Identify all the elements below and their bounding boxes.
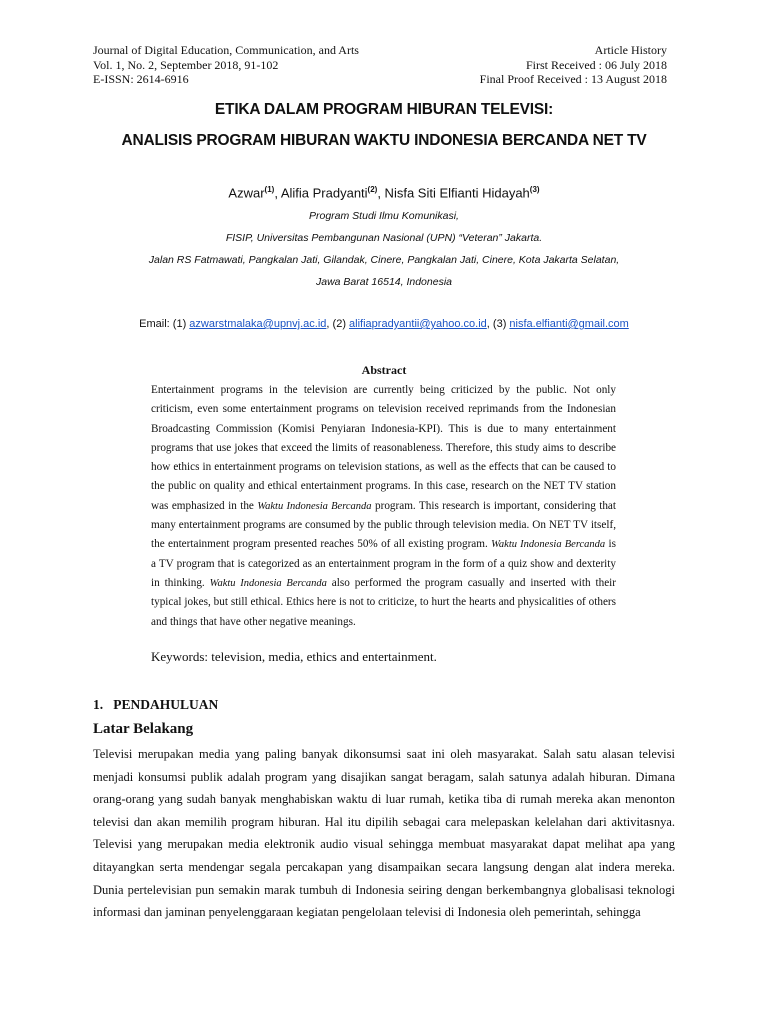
program-name: Waktu Indonesia Bercanda	[257, 500, 372, 512]
email-link-3[interactable]: nisfa.elfianti@gmail.com	[509, 318, 629, 330]
author-affiliation-mark: (2)	[367, 185, 378, 194]
affiliation-line: Jalan RS Fatmawati, Pangkalan Jati, Gilandak, Cinere, Pangkalan Jati, Cinere, Kota Jakarta Selatan,	[148, 254, 620, 266]
journal-issn: E-ISSN: 2614-6916	[93, 72, 189, 86]
journal-name: Journal of Digital Education, Communication, and Arts	[93, 43, 359, 57]
author-name: , Nisfa Siti Elfianti Hidayah	[377, 185, 530, 201]
paper-title-line-1: ETIKA DALAM PROGRAM HIBURAN TELEVISI:	[214, 101, 554, 118]
article-history-label: Article History	[594, 43, 667, 57]
keywords: Keywords: television, media, ethics and entertainment.	[151, 649, 437, 664]
abstract-text-part: Entertainment programs in the television are currently being criticized by the public. Not only criticism, even some entertainment programs on television received reprimands from the Indonesian Broadcasting Commission (Komisi Penyiaran Indonesia-KPI). This is due to many entertainment programs that use jokes that exceed the limits of reasonableness. Therefore, this study aims to describe how ethics in entertainment programs on television stations, as well as the effects that can be caused to the public on quality and ethical entertainment programs. In this case, research on the NET TV station was emphasized in the	[151, 384, 616, 512]
body-paragraph: Televisi merupakan media yang paling banyak dikonsumsi saat ini oleh masyarakat. Salah satu alasan televisi menjadi konsumsi publik adalah program yang disajikan sangat beragam, salah satunya adalah hiburan. Dimana orang-orang yang sudah banyak menghabiskan waktu di luar rumah, ketika tiba di rumah mereka akan menonton televisi dan akan memilih program hiburan. Hal itu dipilih sebagai cara melepaskan kelelahan dari aktivitasnya. Televisi yang merupakan media elektronik audio visual sehingga membuat masyarakat dapat melihat apa yang ditayangkan serta mendengar segala percakapan yang disampaikan secara langsung dengan alat indera mereka. Dunia pertelevisian pun semakin marak tumbuh di Indonesia seiring dengan berkembangnya globalisasi teknologi informasi dan jaminan penyelenggaraan kegiatan pengelolaan televisi di Indonesia oleh pemerintah, sehingga	[93, 747, 675, 920]
author-name: , Alifia Pradyanti	[274, 185, 368, 201]
author-affiliation-mark: (1)	[264, 185, 275, 194]
email-label: Email: (1)	[139, 318, 190, 330]
email-link-2[interactable]: alifiapradyantii@yahoo.co.id	[349, 318, 487, 330]
affiliation-line: Jawa Barat 16514, Indonesia	[315, 276, 452, 288]
journal-volume: Vol. 1, No. 2, September 2018, 91-102	[93, 57, 279, 72]
abstract-heading: Abstract	[361, 363, 407, 377]
abstract-text-part: program. This research is important, considering that many entertainment programs are consumed by the public through television media. On NET TV itself, the entertainment program presented reaches 50% of all existing program.	[151, 499, 616, 551]
program-name: Waktu Indonesia Bercanda	[209, 577, 327, 589]
final-proof-received: Final Proof Received : 13 August 2018	[479, 72, 667, 86]
email-link-1[interactable]: azwarstmalaka@upnvj.ac.id	[189, 318, 327, 330]
journal-header	[93, 43, 667, 87]
author-affiliation-mark: (3)	[529, 185, 540, 194]
abstract-text-part: also performed the program casually and inserted with their typical jokes, but still ethical. Ethics here is not to criticize, to hurt the hearts and physicalities of others and things that have other negative meanings.	[151, 576, 617, 628]
email-separator: , (2)	[326, 318, 350, 330]
abstract-text	[151, 381, 616, 632]
email-line	[0, 318, 768, 330]
first-received: First Received : 06 July 2018	[526, 57, 667, 72]
author-list	[0, 185, 768, 200]
email-separator: , (3)	[486, 318, 510, 330]
paper-title-line-2: ANALISIS PROGRAM HIBURAN WAKTU INDONESIA BERCANDA NET TV	[121, 132, 647, 149]
program-name: Waktu Indonesia Bercanda	[491, 539, 606, 551]
section-heading: 1. PENDAHULUAN	[93, 697, 219, 712]
affiliation-line: Program Studi Ilmu Komunikasi,	[309, 210, 459, 222]
subsection-heading: Latar Belakang	[93, 721, 194, 737]
author-name: Azwar	[228, 185, 265, 201]
abstract-text-part: is a TV program that is categorized as an entertainment program in the form of a quiz show and dexterity in thinking.	[151, 538, 617, 589]
affiliation-line: FISIP, Universitas Pembangunan Nasional (UPN) “Veteran” Jakarta.	[225, 232, 543, 244]
